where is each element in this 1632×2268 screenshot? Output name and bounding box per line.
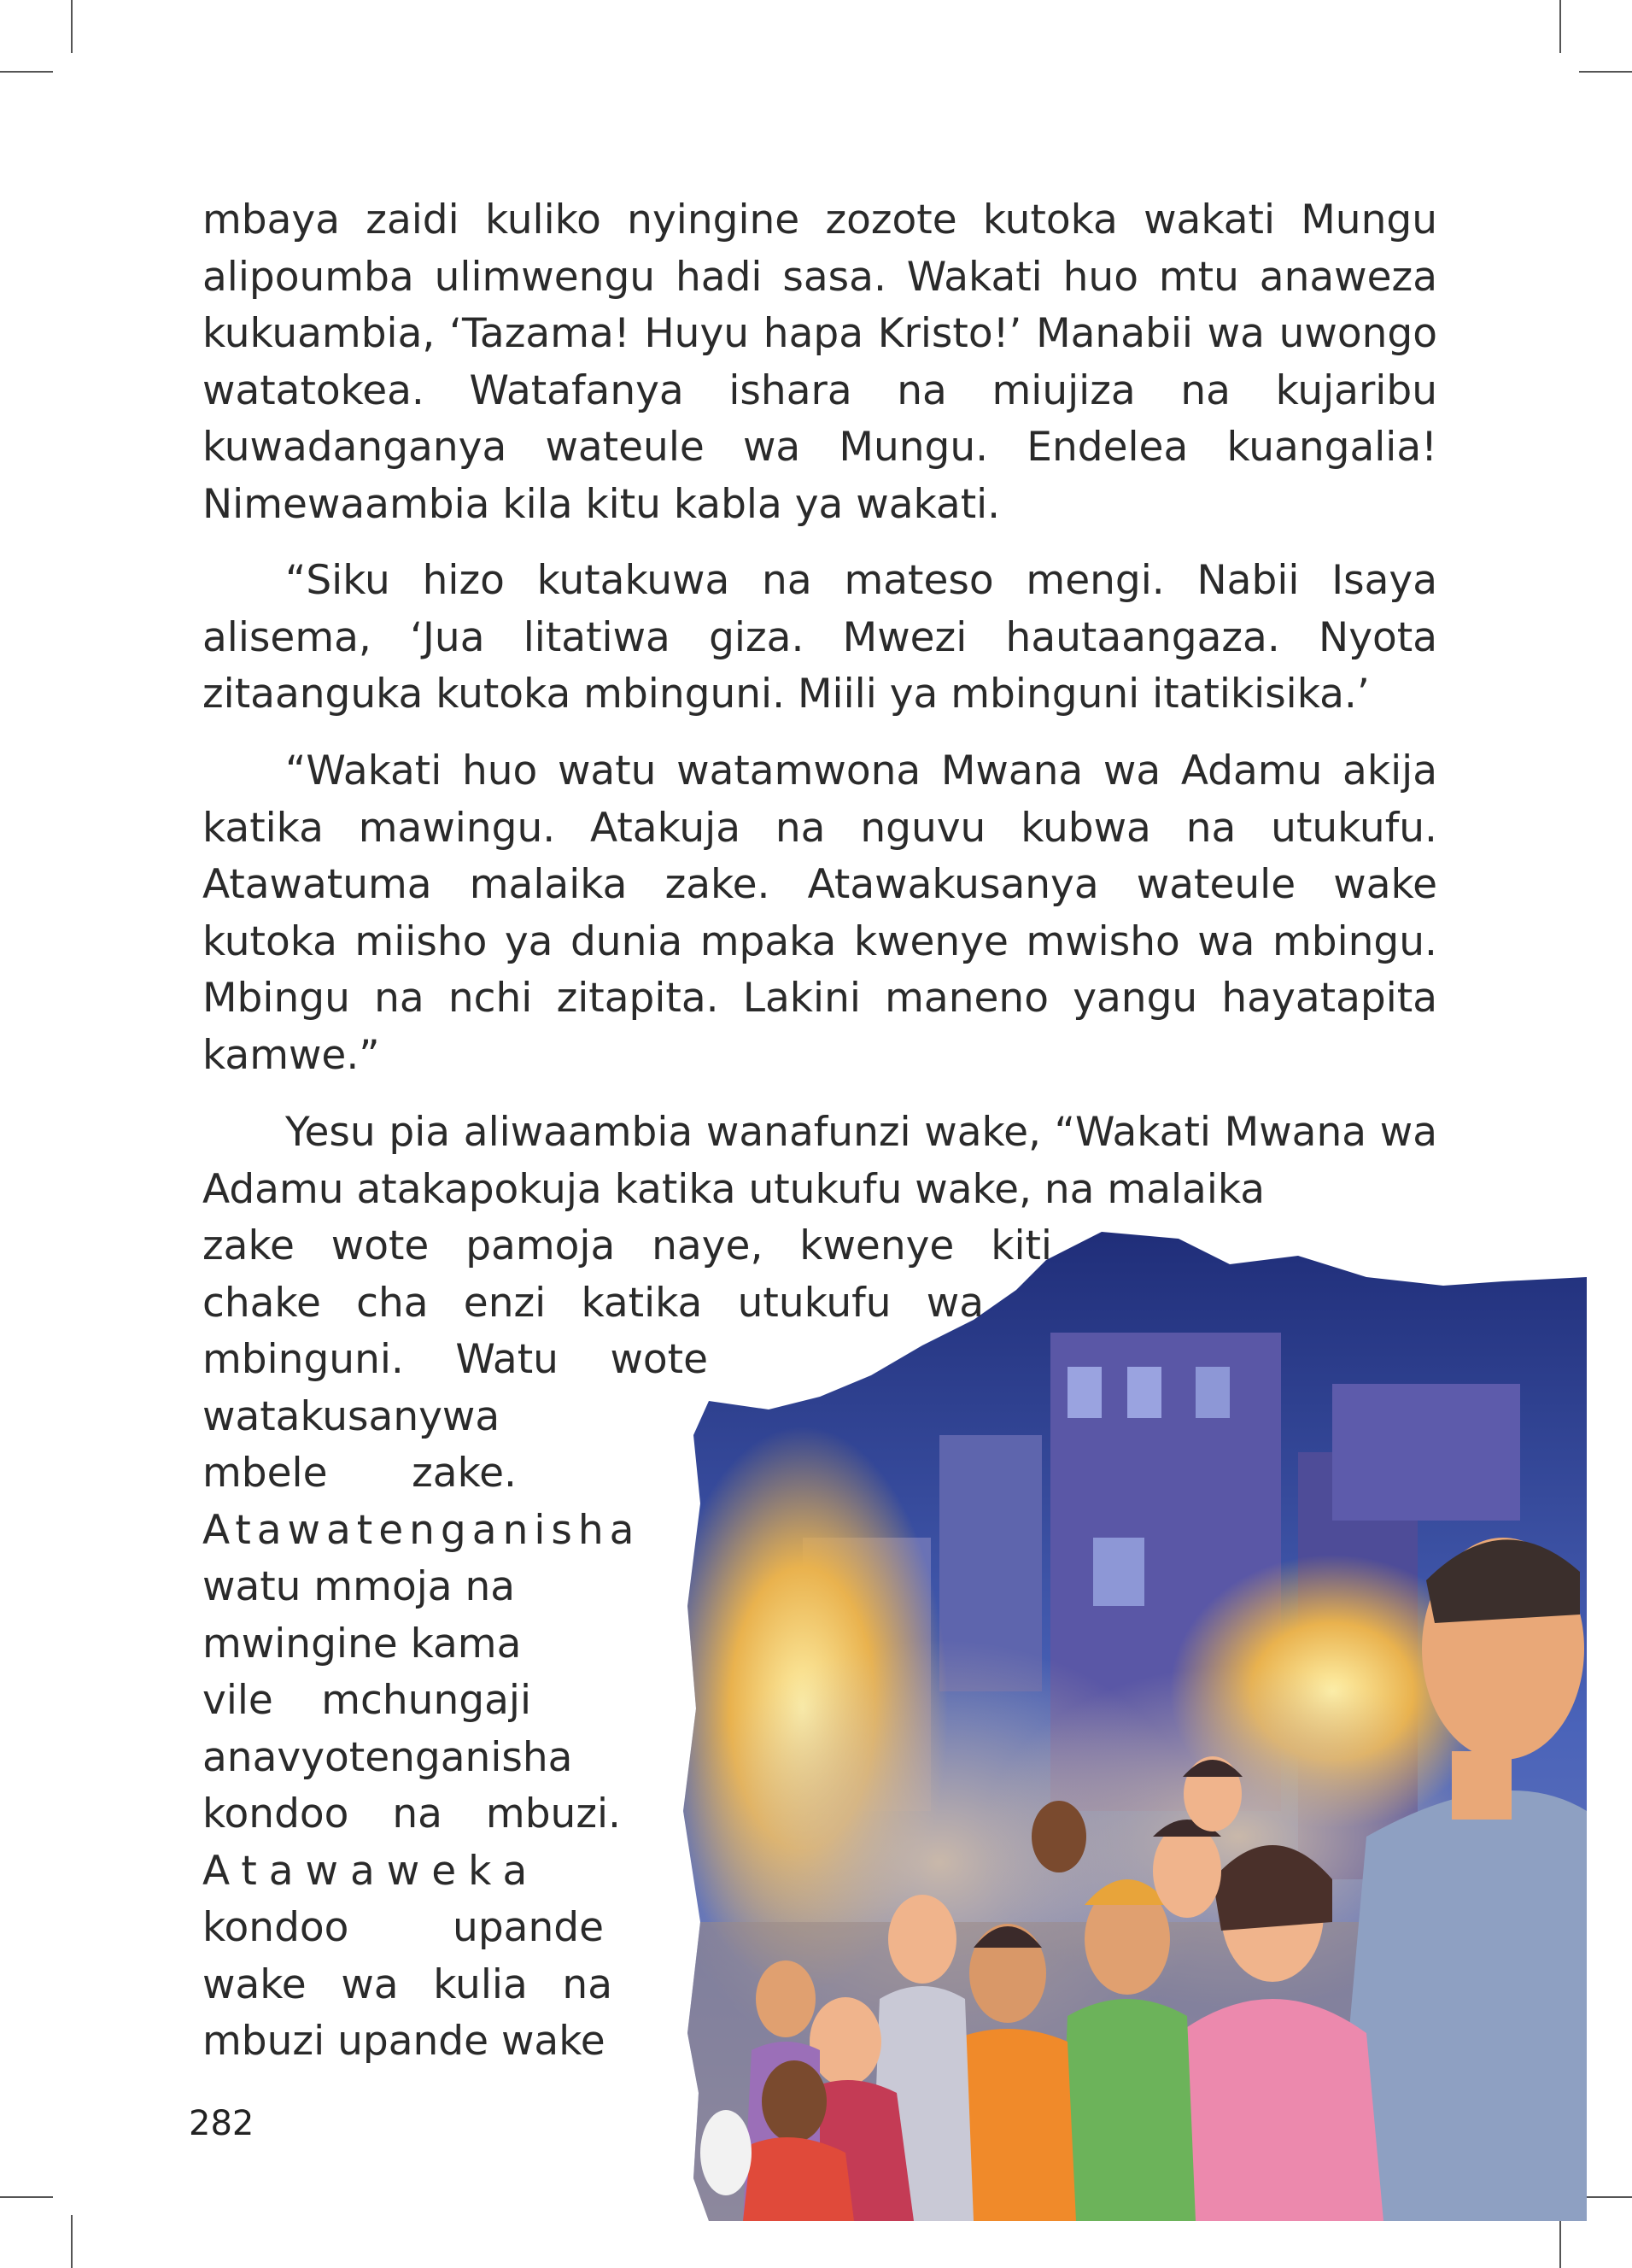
page-number: 282 <box>189 2104 254 2143</box>
wrapped-text-block <box>202 1218 1052 2071</box>
wrapped-line: anavyotenganisha <box>202 1733 573 1781</box>
wrapped-line: kondoo na mbuzi. <box>202 1790 621 1837</box>
paragraph-4: Yesu pia aliwaambia wanafunzi wake, “Wakati Mwana wa Adamu atakapokuja katika utukufu wake, na malaika <box>202 1109 1437 1213</box>
wrapped-line: zake wote pamoja naye, kwenye kiti <box>202 1222 1052 1269</box>
paragraph-2: “Siku hizo kutakuwa na mateso mengi. Nabii Isaya alisema, ‘Jua litatiwa giza. Mwezi hautaangaza. Nyota zitaanguka kutoka mbinguni. Miili ya mbinguni itatikisika.’ <box>202 557 1437 718</box>
wrapped-line: mbinguni. Watu wote <box>202 1336 708 1383</box>
wrapped-line: mwingine kama <box>202 1620 522 1667</box>
wrapped-line: watu mmoja na <box>202 1563 516 1610</box>
wrapped-line: chake cha enzi katika utukufu wa <box>202 1279 984 1327</box>
wrapped-line: vile mchungaji <box>202 1677 531 1724</box>
paragraph-3: “Wakati huo watu watamwona Mwana wa Adamu akija katika mawingu. Atakuja na nguvu kubwa na utukufu. Atawatuma malaika zake. Atawakusanya wateule wake kutoka miisho ya dunia mpaka kwenye mwisho wa mbingu. Mbingu na nchi zitapita. Lakini maneno yangu hayatapita kamwe.” <box>202 747 1437 1079</box>
wrapped-line: wake wa kulia na <box>202 1960 612 2008</box>
paragraph-1: mbaya zaidi kuliko nyingine zozote kutoka wakati Mungu alipoumba ulimwengu hadi sasa. Wakati huo mtu anaweza kukuambia, ‘Tazama! Huyu hapa Kristo!’ Manabii wa uwongo watatokea. Watafanya ishara na miujiza na kujaribu kuwadanganya wateule wa Mungu. Endelea kuangalia! Nimewaambia kila kitu kabla ya wakati. <box>202 196 1437 528</box>
wrapped-line: watakusanywa <box>202 1392 500 1440</box>
wrapped-line: mbuzi upande wake <box>202 2018 605 2065</box>
wrapped-line: kondoo upande <box>202 1904 604 1951</box>
wrapped-line: Atawaweka <box>202 1847 540 1895</box>
wrapped-line: mbele zake. <box>202 1450 517 1497</box>
wrapped-line: Atawatenganisha <box>202 1506 641 1554</box>
